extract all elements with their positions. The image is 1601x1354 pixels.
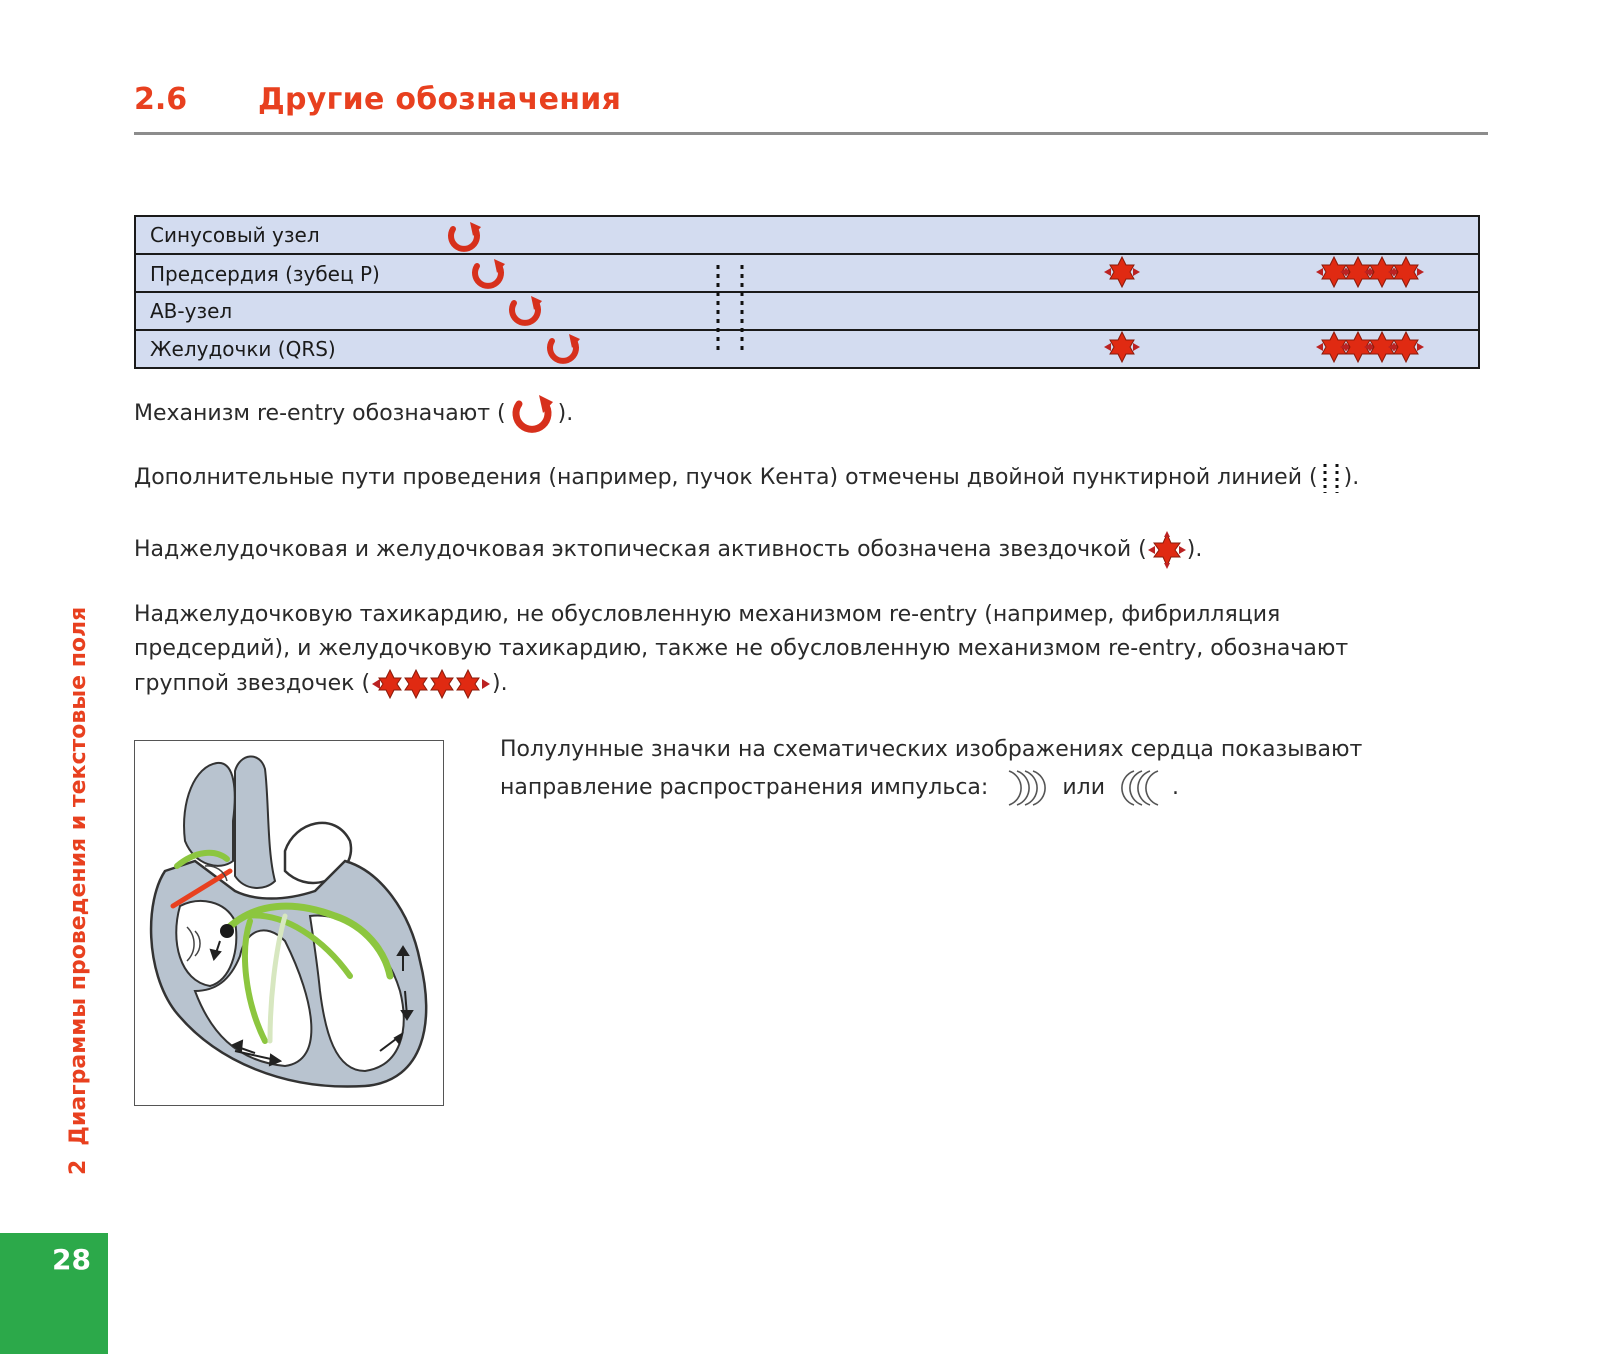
chapter-title: Диаграммы проведения и текстовые поля — [66, 606, 91, 1146]
tachy-paragraph — [134, 598, 1348, 702]
star-group-icon — [370, 666, 492, 702]
impulse-text-end: . — [1172, 775, 1179, 800]
impulse-or: или — [1062, 775, 1105, 800]
impulse-paragraph — [500, 733, 1362, 809]
section-title: Другие обозначения — [258, 82, 622, 117]
ladder-diagram — [134, 215, 1480, 369]
accessory-pathway-icon — [1318, 461, 1344, 495]
reentry-icon — [506, 392, 558, 436]
heart-figure — [134, 740, 444, 1106]
section-number: 2.6 — [134, 82, 188, 117]
tachy-text-end: ). — [492, 671, 508, 696]
impulse-left-icon — [1112, 767, 1172, 809]
accessory-text: Дополнительные пути проведения (например, пучок Кента) отмечены двойной пунктирной линией ( — [134, 465, 1318, 490]
ladder-row-label: Желудочки (QRS) — [150, 337, 336, 361]
ladder-row-label: АВ-узел — [150, 299, 233, 323]
ladder-row-label: Предсердия (зубец P) — [150, 262, 380, 286]
reentry-icon — [451, 222, 481, 249]
reentry-text-end: ). — [557, 401, 574, 426]
reentry-icon — [512, 296, 542, 323]
reentry-paragraph — [134, 392, 573, 436]
ectopic-paragraph — [134, 530, 1202, 570]
ectopic-text-end: ). — [1186, 537, 1203, 562]
page-number-tab — [0, 1233, 108, 1354]
chapter-number: 2 — [66, 1159, 91, 1175]
reentry-icon — [550, 334, 580, 361]
ectopic-star-icon — [1104, 332, 1140, 362]
tachy-line-3 — [134, 666, 1348, 702]
page-number: 28 — [52, 1243, 91, 1276]
ectopic-star-icon — [1104, 257, 1140, 287]
accessory-pathway-icon — [718, 265, 742, 351]
reentry-text: Механизм re-entry обозначают ( — [134, 401, 506, 426]
ectopic-star-icon — [1147, 530, 1187, 570]
accessory-paragraph — [134, 461, 1359, 495]
impulse-right-icon — [995, 767, 1055, 809]
section-header — [134, 78, 1488, 135]
tachy-line-1: Наджелудочковую тахикардию, не обусловленную механизмом re-entry (например, фибрилляция — [134, 602, 1281, 627]
star-group-icon — [1316, 257, 1424, 287]
impulse-line-1: Полулунные значки на схематических изображениях сердца показывают — [500, 737, 1363, 762]
accessory-text-end: ). — [1343, 465, 1360, 490]
tachy-line-2: предсердий), и желудочковую тахикардию, также не обусловленную механизмом re-entry, обозначают — [134, 636, 1349, 661]
tachy-text: группой звездочек ( — [134, 671, 371, 696]
chapter-side-label — [66, 585, 102, 1175]
ladder-row-label: Синусовый узел — [150, 223, 320, 247]
heart-illustration — [135, 741, 442, 1104]
star-group-icon — [1316, 332, 1424, 362]
reentry-icon — [475, 259, 505, 286]
ladder-symbols — [136, 217, 1478, 367]
impulse-line-2 — [500, 767, 1362, 809]
ectopic-text: Наджелудочковая и желудочковая эктопическая активность обозначена звездочкой ( — [134, 537, 1147, 562]
impulse-text: направление распространения импульса: — [500, 775, 989, 800]
